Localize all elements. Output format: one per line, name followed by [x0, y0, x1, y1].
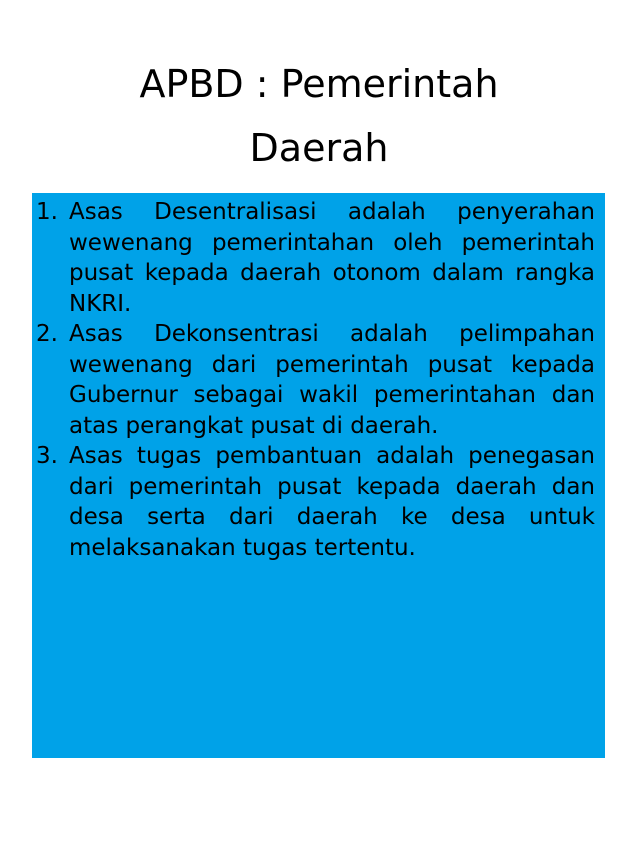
list-item-text: Asas Desentralisasi adalah penyerahan wewenang pemerintahan oleh pemerintah pusat kepada daerah otonom dalam rangka NKRI.	[69, 199, 595, 317]
list-item-tugas-pembantuan	[36, 441, 595, 563]
list-item-number: 2.	[36, 321, 58, 347]
list-item-dekonsentrasi	[36, 319, 595, 441]
slide-title-line-2: Daerah	[249, 126, 389, 170]
list-item-desentralisasi	[36, 197, 595, 319]
slide-title-line-1: APBD : Pemerintah	[139, 62, 499, 106]
list-item-text: Asas Dekonsentrasi adalah pelimpahan wewenang dari pemerintah pusat kepada Gubernur sebagai wakil pemerintahan dan atas perangkat pusat di daerah.	[69, 321, 595, 439]
slide-title	[0, 52, 638, 180]
list-item-number: 3.	[36, 443, 58, 469]
principles-list	[36, 197, 595, 563]
list-item-text: Asas tugas pembantuan adalah penegasan dari pemerintah pusat kepada daerah dan desa serta dari daerah ke desa untuk melaksanakan tugas tertentu.	[69, 443, 595, 561]
content-box	[32, 193, 605, 758]
list-item-number: 1.	[36, 199, 58, 225]
